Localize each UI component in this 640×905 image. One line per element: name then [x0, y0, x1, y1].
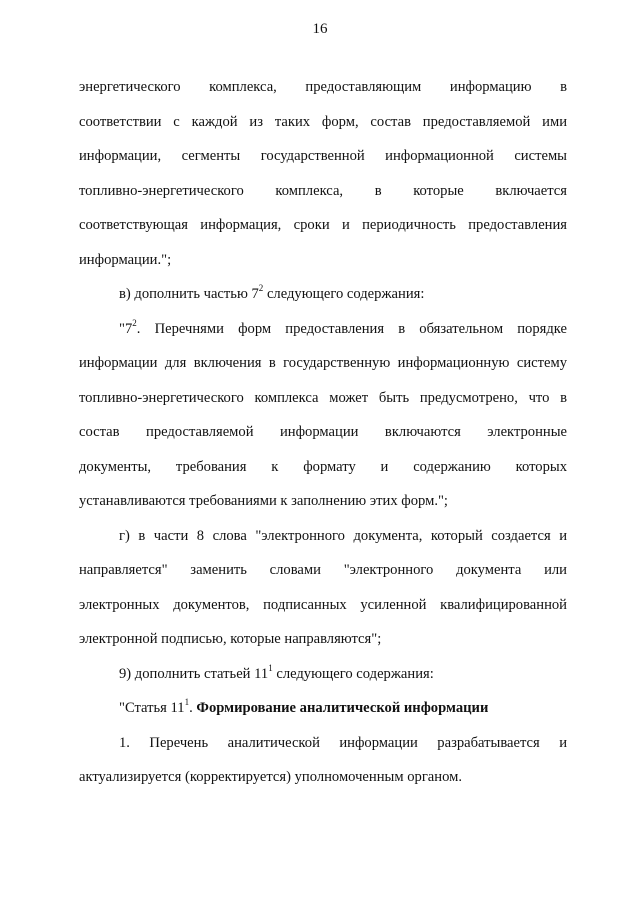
text-line: топливно-энергетического комплекса может быть предусмотрено, что в [79, 389, 567, 406]
document-body [79, 70, 567, 795]
text-line: устанавливаются требованиями к заполнению этих форм."; [79, 493, 448, 509]
paragraph-1-first-line: 1. Перечень аналитической информации разрабатывается и [119, 734, 567, 751]
text-line: информации, сегменты государственной информационной системы [79, 148, 567, 164]
text-line: направляется" заменить словами "электронного документа или [79, 562, 567, 578]
text-line: документы, требования к формату и содержанию которых [79, 458, 567, 475]
article-title: Формирование аналитической информации [196, 700, 489, 716]
text-line: топливно-энергетического комплекса, в которые включается [79, 182, 567, 199]
text-line: информации."; [79, 251, 172, 268]
text-line: информации для включения в государственную информационную систему [79, 355, 567, 371]
text-line: электронной подписью, которые направляются"; [79, 631, 382, 647]
paragraph-g-first-line: г) в части 8 слова "электронного документа, который создается и [119, 527, 567, 544]
text-line: соответствии с каждой из таких форм, состав предоставляемой ими [79, 113, 567, 130]
paragraph-v: в) дополнить частью $7^2$ следующего содержания: [119, 283, 425, 302]
page-number: 16 [312, 21, 328, 37]
paragraph-72-first-line: "$7^2$. Перечнями форм предоставления в обязательном порядке [119, 317, 567, 337]
text-line: энергетического комплекса, предоставляющим информацию в [79, 79, 567, 95]
text-line: соответствующая информация, сроки и периодичность предоставления [79, 217, 567, 233]
paragraph-9: 9) дополнить статьей $11^1$ следующего содержания: [119, 662, 434, 682]
article-heading: "Статья $11^1$. Формирование аналитической информации [119, 697, 489, 716]
text-line: актуализируется (корректируется) уполномоченным органом. [79, 769, 462, 785]
text-line: состав предоставляемой информации включаются электронные [79, 424, 567, 440]
text-line: электронных документов, подписанных усиленной квалифицированной [79, 596, 567, 613]
